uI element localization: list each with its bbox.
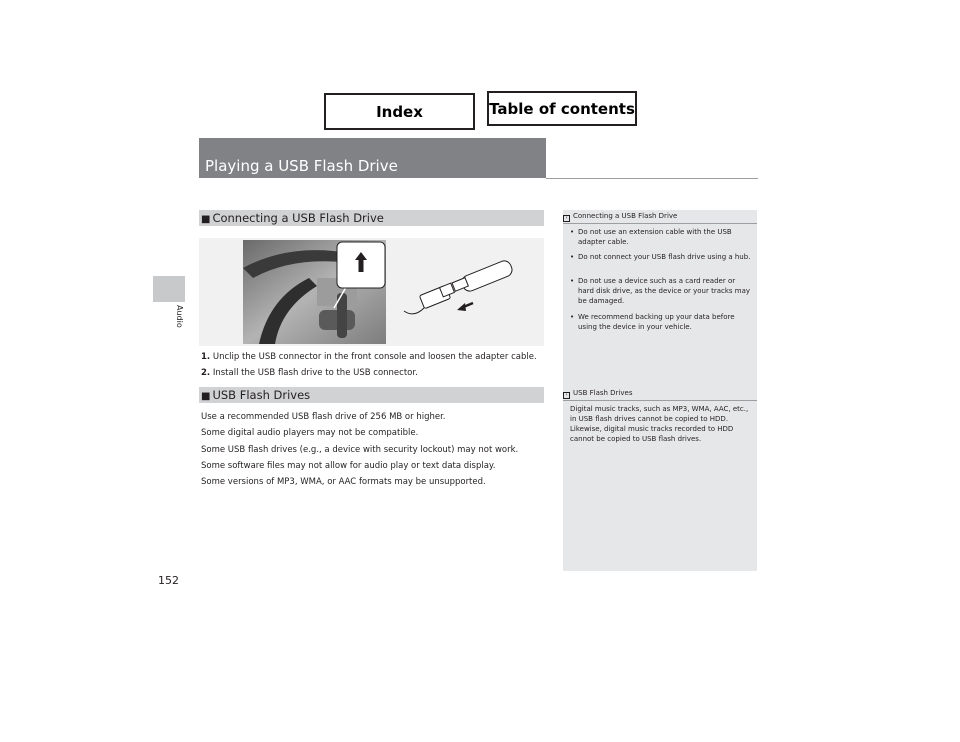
section-heading-connecting: ■ Connecting a USB Flash Drive: [199, 210, 544, 226]
note-link-icon: ›: [563, 215, 570, 222]
note-bullet-text: We recommend backing up your data before using the device in your vehicle.: [578, 313, 735, 331]
note-heading-connecting: [563, 212, 757, 222]
drives-line: Some USB flash drives (e.g., a device with security lockout) may not work.: [201, 445, 519, 455]
sidebar-label: Audio: [175, 305, 184, 328]
drives-line: Use a recommended USB flash drive of 256 MB or higher.: [201, 412, 446, 422]
step-2-number: 2.: [201, 368, 211, 378]
page-number: 152: [158, 574, 179, 587]
insert-arrow: [457, 303, 473, 311]
step-2-text: Install the USB flash drive to the USB connector.: [212, 368, 418, 378]
bullet-icon: •: [570, 228, 575, 236]
up-arrow-inset: [337, 242, 385, 288]
section-heading-drives-text: USB Flash Drives: [212, 388, 311, 402]
note-bullet-text: Do not use an extension cable with the USB adapter cable.: [578, 228, 732, 246]
usb-flash-drive: [452, 259, 514, 293]
note-link-icon: ›: [563, 392, 570, 399]
note-bullet: [570, 312, 752, 332]
note-bullet: [570, 227, 752, 247]
table-of-contents-button[interactable]: Table of contents: [487, 91, 637, 126]
usb-connector-cable: [404, 283, 454, 314]
note-bullet-text: Do not connect your USB flash drive using a hub.: [578, 253, 751, 261]
page-title: Playing a USB Flash Drive: [199, 138, 546, 178]
note-drives-text: Digital music tracks, such as MP3, WMA, AAC, etc., in USB flash drives cannot be copied to HDD. Likewise, digital music tracks recorded to HDD cannot be copied to USB flash drives.: [570, 405, 749, 443]
note-divider: [563, 223, 757, 224]
step-1-number: 1.: [201, 352, 211, 362]
section-heading-drives: ■ USB Flash Drives: [199, 387, 544, 403]
step-1: [201, 352, 537, 362]
usb-illustration-svg: [199, 238, 544, 346]
sidebar-tab: [153, 276, 185, 302]
note-heading-drives: [563, 389, 757, 399]
drives-line: Some software files may not allow for audio play or text data display.: [201, 461, 496, 471]
index-button[interactable]: Index: [324, 93, 475, 130]
note-bullet: [570, 276, 752, 306]
usb-illustration: [199, 238, 544, 346]
note-bullet-text: Do not use a device such as a card reader or hard disk drive, as the device or your tracks may be damaged.: [578, 277, 751, 305]
bullet-icon: •: [570, 277, 575, 285]
drives-line: Some digital audio players may not be compatible.: [201, 428, 419, 438]
step-2: [201, 368, 418, 378]
note-heading-drives-text: USB Flash Drives: [573, 389, 633, 397]
bullet-icon: •: [570, 253, 575, 261]
section-heading-connecting-text: Connecting a USB Flash Drive: [212, 211, 384, 225]
bullet-icon: •: [570, 313, 575, 321]
note-bullet: [570, 252, 752, 262]
note-divider: [563, 400, 757, 401]
drives-line: Some versions of MP3, WMA, or AAC formats may be unsupported.: [201, 477, 486, 487]
title-divider: [546, 178, 758, 179]
note-heading-connecting-text: Connecting a USB Flash Drive: [573, 212, 678, 220]
step-1-text: Unclip the USB connector in the front console and loosen the adapter cable.: [212, 352, 537, 362]
